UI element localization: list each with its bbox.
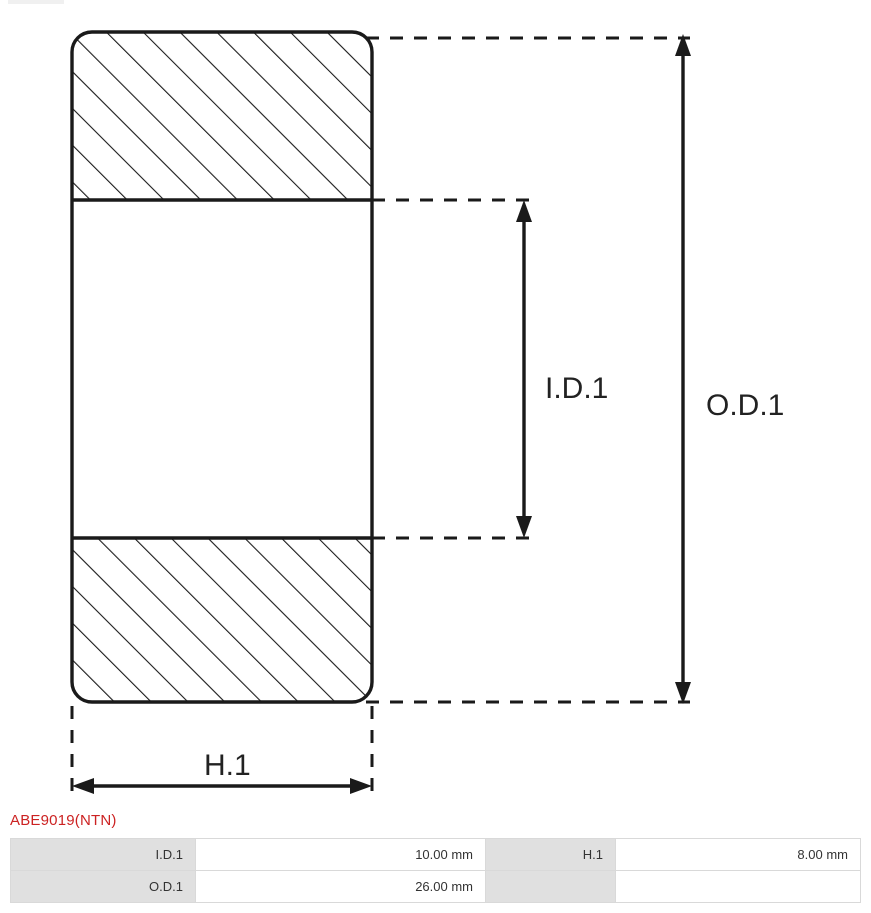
inner-diameter-label: I.D.1 (545, 372, 609, 405)
table-row (11, 839, 861, 871)
spec-value-od: 26.00 mm (196, 871, 486, 903)
outer-diameter-dimension (675, 34, 691, 704)
outer-race-top-hatch (72, 32, 372, 200)
outer-race-bottom-hatch (72, 538, 372, 702)
specifications-table (10, 838, 861, 903)
height-label: H.1 (204, 749, 251, 782)
part-title: ABE9019(NTN) (10, 812, 117, 829)
spec-label-od: O.D.1 (11, 871, 196, 903)
spec-value-empty (616, 871, 861, 903)
spec-label-id: I.D.1 (11, 839, 196, 871)
outer-diameter-label: O.D.1 (706, 389, 785, 422)
spec-value-id: 10.00 mm (196, 839, 486, 871)
spec-label-empty (486, 871, 616, 903)
spec-value-h: 8.00 mm (616, 839, 861, 871)
inner-diameter-dimension (516, 200, 532, 538)
spec-label-h: H.1 (486, 839, 616, 871)
table-row (11, 871, 861, 903)
